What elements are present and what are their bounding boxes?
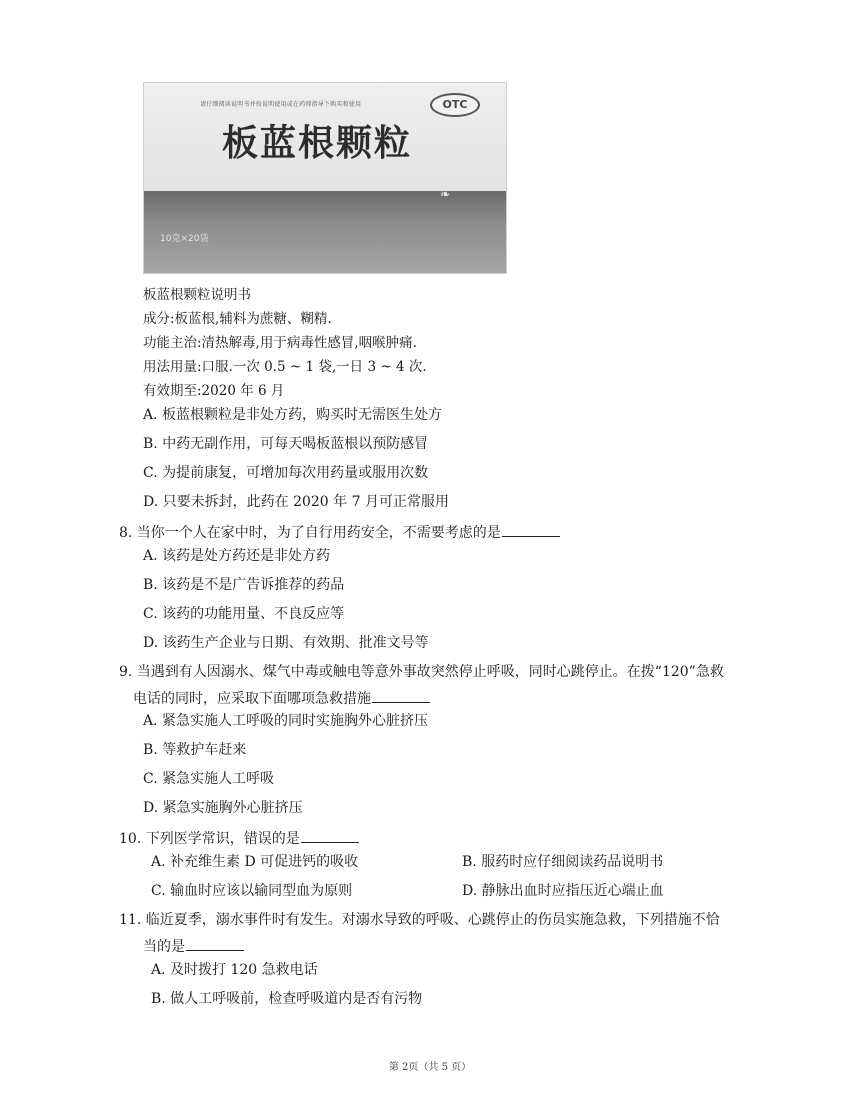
q8-option-b: B. 该药是不是广告诉推荐的药品 xyxy=(143,577,345,593)
q11-stem-line2-text: 当的是 xyxy=(143,939,185,955)
q10-option-d: D. 静脉出血时应指压近心端止血 xyxy=(462,883,664,899)
answer-blank xyxy=(186,936,244,951)
leaflet-expiry: 有效期至:2020 年 6 月 xyxy=(143,383,285,399)
leaflet-ingredients: 成分:板蓝根,辅料为蔗糖、糊精. xyxy=(143,311,332,327)
q9-option-c: C. 紧急实施人工呼吸 xyxy=(143,771,275,787)
page-footer: 第 2页（共 5 页） xyxy=(388,1062,472,1073)
box-notice-text: 请仔细阅读说明书并按说明使用或在药师指导下购买和使用 xyxy=(200,101,362,108)
box-spec: 10克×20袋 xyxy=(160,234,209,244)
q9-option-d: D. 紧急实施胸外心脏挤压 xyxy=(143,800,303,816)
q8-stem xyxy=(119,522,560,542)
q8-option-c: C. 该药的功能用量、不良反应等 xyxy=(143,606,345,622)
q9-stem-line1: 9. 当遇到有人因溺水、煤气中毒或触电等意外事故突然停止呼吸，同时心跳停止。在拨“120”急救 xyxy=(119,664,724,680)
q8-option-d: D. 该药生产企业与日期、有效期、批准文号等 xyxy=(143,635,429,651)
q7-option-d: D. 只要未拆封，此药在 2020 年 7 月可正常服用 xyxy=(143,494,449,510)
q10-option-b: B. 服药时应仔细阅读药品说明书 xyxy=(462,854,664,870)
medicine-box-photo xyxy=(143,82,507,274)
q11-option-a: A. 及时拨打 120 急救电话 xyxy=(151,962,318,978)
q11-option-b: B. 做人工呼吸前，检查呼吸道内是否有污物 xyxy=(151,991,423,1007)
q9-stem-line2-text: 电话的同时，应采取下面哪项急救措施 xyxy=(133,691,371,707)
q11-stem-line2 xyxy=(143,936,244,956)
q8-stem-text: 8. 当你一个人在家中时，为了自行用药安全，不需要考虑的是 xyxy=(119,525,501,541)
leaflet-indications: 功能主治:清热解毒,用于病毒性感冒,咽喉肿痛. xyxy=(143,335,417,351)
q10-stem-text: 10. 下列医学常识，错误的是 xyxy=(119,831,300,847)
q9-option-b: B. 等救护车赶来 xyxy=(143,742,247,758)
answer-blank xyxy=(301,828,359,843)
leaflet-dosage: 用法用量:口服.一次 0.5 ~ 1 袋,一日 3 ~ 4 次. xyxy=(143,359,427,375)
q10-stem xyxy=(119,828,359,848)
box-title: 板蓝根颗粒 xyxy=(222,123,413,164)
q9-option-a: A. 紧急实施人工呼吸的同时实施胸外心脏挤压 xyxy=(143,713,429,729)
q10-option-c: C. 输血时应该以输同型血为原则 xyxy=(151,883,353,899)
q9-stem-line2 xyxy=(133,688,430,708)
q7-option-c: C. 为提前康复，可增加每次用药量或服用次数 xyxy=(143,465,429,481)
otc-badge: OTC xyxy=(430,93,480,117)
leaf-icon: ❧ xyxy=(440,187,451,201)
q7-option-b: B. 中药无副作用，可每天喝板蓝根以预防感冒 xyxy=(143,436,429,452)
q10-option-a: A. 补充维生素 D 可促进钙的吸收 xyxy=(151,854,359,870)
q7-option-a: A. 板蓝根颗粒是非处方药，购买时无需医生处方 xyxy=(143,407,443,423)
q11-stem-line1: 11. 临近夏季，溺水事件时有发生。对溺水导致的呼吸、心跳停止的伤员实施急救，下列措施不恰 xyxy=(119,912,720,928)
q8-option-a: A. 该药是处方药还是非处方药 xyxy=(143,548,331,564)
leaflet-heading: 板蓝根颗粒说明书 xyxy=(143,287,251,303)
answer-blank xyxy=(502,522,560,537)
answer-blank xyxy=(372,688,430,703)
